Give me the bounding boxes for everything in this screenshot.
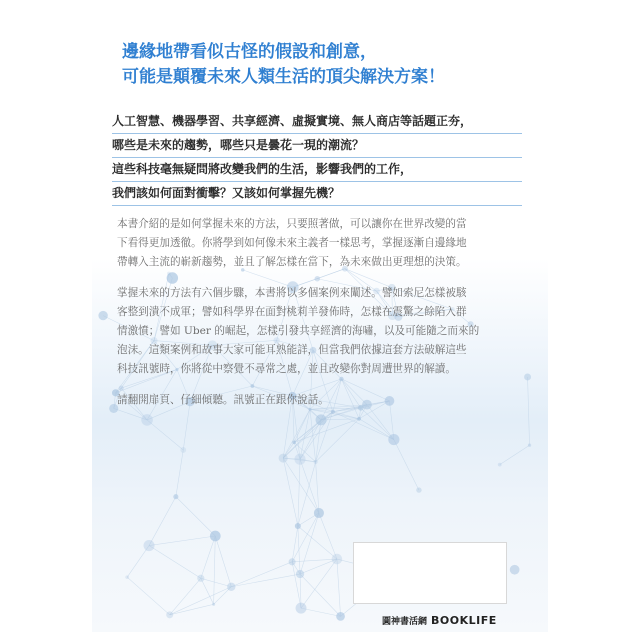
publisher-name: 圓神書活網 [382, 617, 428, 627]
headline-line-1: 邊緣地帶看似古怪的假設和創意， [122, 42, 377, 62]
network-link [201, 536, 215, 578]
body-text [117, 215, 517, 422]
publisher-logo [382, 614, 497, 627]
network-link [201, 578, 231, 586]
network-link [500, 445, 530, 464]
subheading-line: 這些科技毫無疑問將改變我們的生活，影響我們的工作， [112, 158, 522, 182]
subheadings [112, 110, 522, 206]
network-link [292, 559, 337, 562]
paragraph-2 [117, 284, 517, 379]
publisher-brand: BOOKLIFE [431, 614, 497, 627]
network-node [314, 460, 318, 464]
network-link [149, 536, 215, 546]
subheading-line: 我們該如何面對衝擊？又該如何掌握先機？ [112, 182, 522, 206]
network-link [298, 526, 300, 574]
network-node [332, 554, 343, 565]
network-node [227, 583, 235, 591]
network-link [316, 419, 359, 462]
network-link [394, 440, 419, 491]
network-link [170, 578, 201, 615]
text-line: 掌握未來的方法有六個步驟，本書將以多個案例來闡述。譬如索尼怎樣被駭 [117, 287, 467, 299]
subheading-line: 人工智慧、機器學習、共享經濟、虛擬實境、無人商店等話題正夯， [112, 110, 522, 134]
network-link [316, 420, 321, 462]
network-link [176, 450, 183, 497]
text-line: 請翻開扉頁、仔細傾聽。訊號正在跟你說話。 [117, 394, 329, 406]
network-link [170, 587, 232, 615]
network-node [289, 558, 296, 565]
network-link [147, 420, 183, 450]
network-node [125, 575, 129, 579]
network-node [524, 374, 531, 381]
network-node [510, 565, 520, 575]
network-node [528, 444, 531, 447]
network-node [416, 487, 421, 492]
network-link [298, 526, 337, 559]
network-node [498, 463, 502, 467]
network-link [149, 546, 201, 579]
back-cover [92, 10, 548, 632]
text-line: 本書介紹的是如何掌握未來的方法，只要照著做，可以讓你在世界改變的當 [117, 218, 467, 230]
network-link [127, 577, 170, 615]
network-link [201, 578, 214, 604]
subheading-line: 哪些是未來的趨勢，哪些只是曇花一現的潮流？ [112, 134, 522, 158]
network-node [295, 523, 301, 529]
text-line: 泡沫。這類案例和故事大家可能耳熟能詳，但當我們依據這套方法破解這些 [117, 344, 467, 356]
network-link [301, 608, 341, 616]
network-link [176, 497, 215, 536]
network-node [210, 531, 221, 542]
network-node [314, 508, 324, 518]
headline-line-2: 可能是顛覆未來人類生活的頂尖解決方案！ [122, 67, 445, 87]
network-node [296, 603, 307, 614]
network-node [292, 440, 296, 444]
network-link [298, 459, 300, 526]
paragraph-3 [117, 391, 517, 410]
network-node [166, 611, 173, 618]
network-link [283, 458, 298, 526]
text-line: 客整到潰不成軍；譬如科學界在面對桃莉羊發佈時，怎樣在震驚之餘陷入群 [117, 306, 467, 318]
text-line: 帶轉入主流的嶄新趨勢，並且了解怎樣在當下，為未來做出更理想的決策。 [117, 256, 467, 268]
network-link [337, 559, 341, 616]
network-link [231, 574, 300, 587]
network-link [283, 458, 319, 513]
text-line: 下看得更加透徹。你將學到如何像未來主義者一樣思考，掌握逐漸自邊緣地 [117, 237, 467, 249]
text-line: 情激憤；譬如 Uber 的崛起，怎樣引發共享經濟的海嘯，以及可能隨之而來的 [117, 325, 480, 337]
paragraph-1 [117, 215, 517, 272]
network-node [294, 454, 305, 465]
network-node [173, 494, 178, 499]
network-node [388, 434, 399, 445]
network-node [279, 454, 288, 463]
text-line: 科技訊號時，你將從中察覺不尋常之處，並且改變你對周遭世界的解讀。 [117, 363, 456, 375]
headline [122, 40, 542, 90]
barcode-sticker-area [353, 542, 507, 604]
network-node [144, 540, 155, 551]
network-link [127, 546, 149, 578]
network-link [319, 513, 337, 559]
network-link [170, 604, 214, 615]
network-node [98, 311, 107, 320]
network-link [300, 513, 319, 574]
network-node [180, 447, 186, 453]
network-node [296, 570, 304, 578]
network-link [149, 497, 176, 546]
network-node [336, 612, 345, 621]
network-link [215, 536, 231, 587]
network-node [197, 575, 204, 582]
network-link [528, 377, 530, 445]
network-node [212, 603, 215, 606]
network-link [231, 562, 292, 587]
